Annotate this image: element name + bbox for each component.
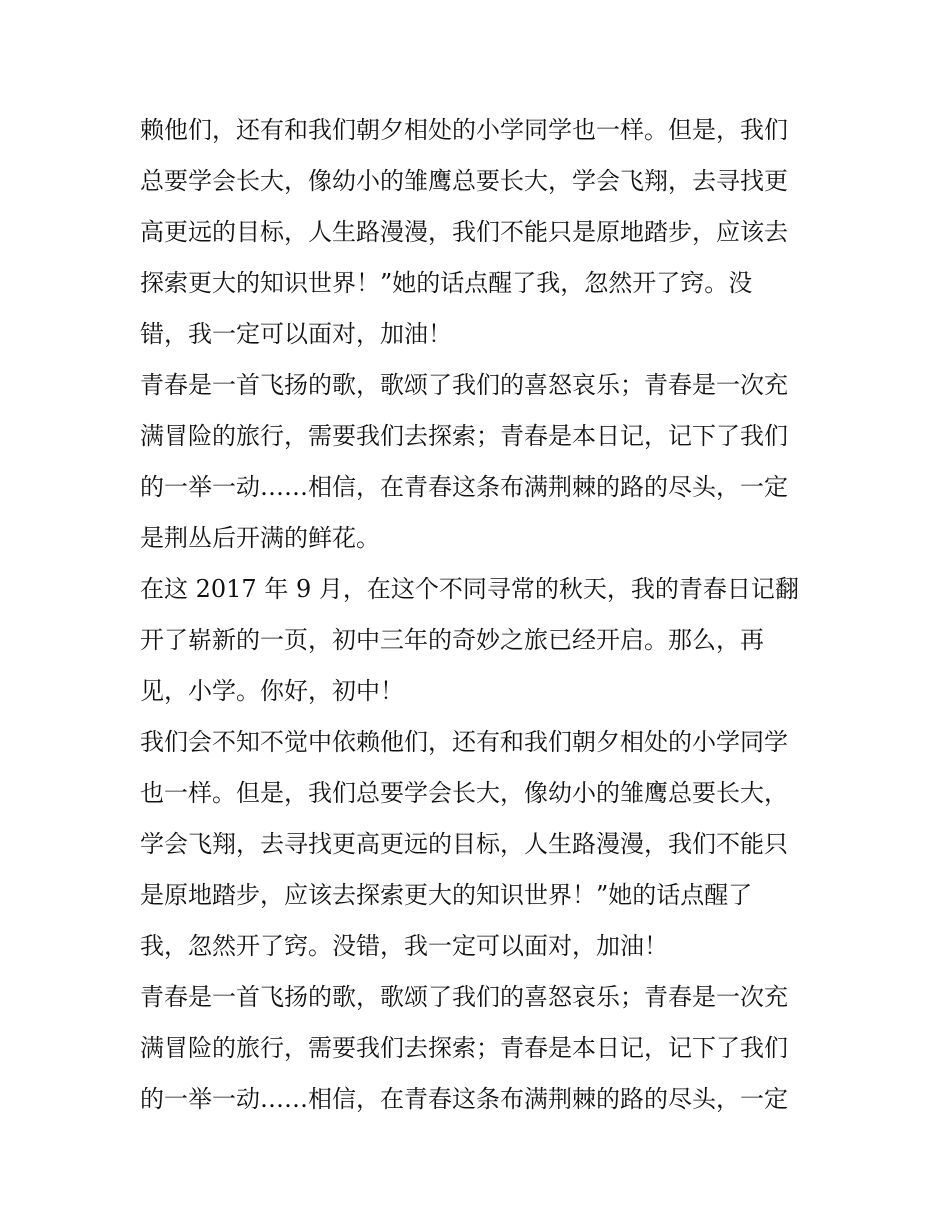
text-line: 也一样。但是，我们总要学会长大，像幼小的雏鹰总要长大， <box>140 779 788 807</box>
text-line: 在这 2017 年 9 月，在这个不同寻常的秋天，我的青春日记翻 <box>140 575 799 603</box>
text-line: 开了崭新的一页，初中三年的奇妙之旅已经开启。那么，再 <box>140 626 764 654</box>
text-line: 错，我一定可以面对，加油！ <box>140 320 452 348</box>
text-line: 青春是一首飞扬的歌，歌颂了我们的喜怒哀乐；青春是一次充 <box>140 371 788 399</box>
text-line: 的一举一动……相信，在青春这条布满荆棘的路的尽头，一定 <box>140 473 788 501</box>
text-line: 学会飞翔，去寻找更高更远的目标，人生路漫漫，我们不能只 <box>140 830 788 858</box>
text-line: 满冒险的旅行，需要我们去探索；青春是本日记，记下了我们 <box>140 422 788 450</box>
text-line: 青春是一首飞扬的歌，歌颂了我们的喜怒哀乐；青春是一次充 <box>140 983 788 1011</box>
text-line: 赖他们，还有和我们朝夕相处的小学同学也一样。但是，我们 <box>140 116 788 144</box>
text-line: 我，忽然开了窍。没错，我一定可以面对，加油！ <box>140 932 668 960</box>
text-line: 探索更大的知识世界！”她的话点醒了我，忽然开了窍。没 <box>140 269 753 297</box>
text-line: 见，小学。你好，初中！ <box>140 677 404 705</box>
text-line: 高更远的目标，人生路漫漫，我们不能只是原地踏步，应该去 <box>140 218 788 246</box>
document-text <box>140 108 820 1128</box>
text-line: 我们会不知不觉中依赖他们，还有和我们朝夕相处的小学同学 <box>140 728 788 756</box>
text-line: 总要学会长大，像幼小的雏鹰总要长大，学会飞翔，去寻找更 <box>140 167 788 195</box>
text-line: 满冒险的旅行，需要我们去探索；青春是本日记，记下了我们 <box>140 1034 788 1062</box>
text-line: 是原地踏步，应该去探索更大的知识世界！”她的话点醒了 <box>140 881 753 909</box>
text-line: 是荆丛后开满的鲜花。 <box>140 524 380 552</box>
text-line: 的一举一动……相信，在青春这条布满荆棘的路的尽头，一定 <box>140 1085 788 1113</box>
